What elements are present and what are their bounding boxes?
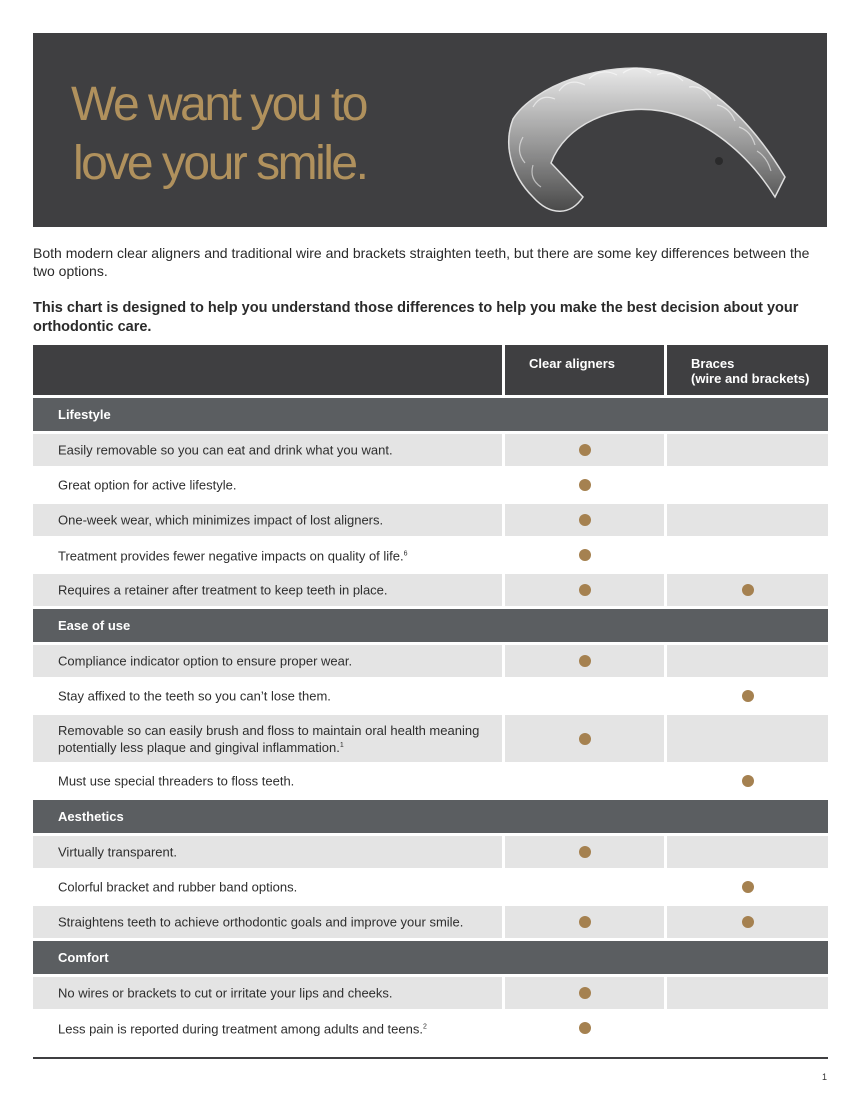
header-blank-cell: [33, 345, 502, 395]
feature-cell: [33, 906, 502, 938]
clear-aligners-cell: [505, 539, 664, 571]
check-dot-icon: [742, 916, 754, 928]
feature-label: [58, 915, 494, 930]
check-dot-icon: [579, 549, 591, 561]
feature-text: Removable so can easily brush and floss to maintain oral health meaning potentially less plaque and gingival inflammation.: [58, 722, 480, 755]
check-dot-icon: [579, 846, 591, 858]
feature-cell: [33, 469, 502, 501]
section-title: Comfort: [58, 950, 109, 965]
braces-cell: [667, 680, 828, 712]
feature-text: Less pain is reported during treatment among adults and teens.: [58, 1021, 423, 1037]
clear-aligners-cell: [505, 434, 664, 466]
clear-aligners-cell: [505, 680, 664, 712]
braces-cell: [667, 434, 828, 466]
check-dot-icon: [742, 775, 754, 787]
feature-text: Great option for active lifestyle.: [58, 477, 237, 493]
section-header: [33, 800, 828, 833]
feature-cell: [33, 434, 502, 466]
braces-cell: [667, 871, 828, 903]
table-row: [33, 469, 828, 501]
headline-line-2: love your smile.: [73, 137, 367, 190]
braces-cell: [667, 645, 828, 677]
intro-paragraph: Both modern clear aligners and traditional wire and brackets straighten teeth, but there are some key differences between the two options.: [33, 245, 810, 279]
header-braces: [667, 345, 828, 395]
feature-cell: [33, 977, 502, 1009]
check-dot-icon: [742, 584, 754, 596]
feature-cell: [33, 645, 502, 677]
feature-label: [58, 583, 494, 598]
footnote-marker: 6: [403, 550, 408, 558]
clear-aligners-cell: [505, 765, 664, 797]
braces-cell: [667, 765, 828, 797]
feature-label: [58, 722, 494, 754]
clear-aligners-cell: [505, 574, 664, 606]
feature-label: [58, 845, 494, 860]
braces-cell: [667, 504, 828, 536]
braces-cell: [667, 574, 828, 606]
check-dot-icon: [579, 916, 591, 928]
column-label-clear-aligners: Clear aligners: [529, 356, 615, 371]
footnote-marker: 2: [422, 1023, 427, 1031]
table-row: [33, 574, 828, 606]
braces-cell: [667, 906, 828, 938]
clear-aligners-cell: [505, 645, 664, 677]
table-row: [33, 871, 828, 903]
feature-label: [58, 986, 494, 1001]
clear-aligners-cell: [505, 906, 664, 938]
section-header: [33, 941, 828, 974]
braces-cell: [667, 977, 828, 1009]
feature-text: Treatment provides fewer negative impacts on quality of life.: [58, 548, 404, 564]
braces-cell: [667, 836, 828, 868]
braces-cell: [667, 469, 828, 501]
headline-line-1: We want you to: [71, 78, 366, 131]
feature-label: [58, 1019, 494, 1036]
feature-text: Must use special threaders to floss teeth.: [58, 773, 295, 789]
clear-aligners-cell: [505, 715, 664, 762]
header-clear-aligners: [505, 345, 664, 395]
feature-label: [58, 443, 494, 458]
clear-aligners-cell: [505, 977, 664, 1009]
feature-cell: [33, 1012, 502, 1044]
check-dot-icon: [579, 444, 591, 456]
feature-text: Straightens teeth to achieve orthodontic goals and improve your smile.: [58, 914, 464, 930]
feature-label: [58, 478, 494, 493]
table-row: [33, 906, 828, 938]
clear-aligners-cell: [505, 469, 664, 501]
feature-text: Easily removable so you can eat and drink what you want.: [58, 442, 393, 458]
braces-cell: [667, 539, 828, 571]
section-title: Lifestyle: [58, 407, 111, 422]
table-row: [33, 1012, 828, 1044]
table-row: [33, 645, 828, 677]
table-row: [33, 977, 828, 1009]
feature-text: One-week wear, which minimizes impact of lost aligners.: [58, 512, 384, 528]
check-dot-icon: [579, 514, 591, 526]
section-header: [33, 609, 828, 642]
lead-paragraph: This chart is designed to help you understand those differences to help you make the best decision about your orthodontic care.: [33, 300, 799, 335]
feature-text: Compliance indicator option to ensure proper wear.: [58, 653, 353, 669]
feature-cell: [33, 871, 502, 903]
section-header: [33, 398, 828, 431]
feature-label: [58, 689, 494, 704]
table-row: [33, 715, 828, 762]
check-dot-icon: [579, 987, 591, 999]
column-label-braces: Braces (wire and brackets): [691, 356, 810, 386]
check-dot-icon: [579, 733, 591, 745]
footnote-marker: 1: [339, 741, 344, 749]
section-title: Ease of use: [58, 618, 131, 633]
feature-text: Colorful bracket and rubber band options.: [58, 879, 298, 895]
feature-label: [58, 654, 494, 669]
feature-label: [58, 546, 494, 563]
check-dot-icon: [579, 655, 591, 667]
clear-aligner-image: [493, 47, 793, 225]
feature-cell: [33, 504, 502, 536]
table-row: [33, 680, 828, 712]
feature-label: [58, 880, 494, 895]
table-row: [33, 539, 828, 571]
table-row: [33, 836, 828, 868]
feature-cell: [33, 836, 502, 868]
feature-cell: [33, 539, 502, 571]
table-row: [33, 765, 828, 797]
feature-cell: [33, 715, 502, 762]
section-title: Aesthetics: [58, 809, 124, 824]
feature-text: Stay affixed to the teeth so you can’t lose them.: [58, 688, 331, 704]
clear-aligners-cell: [505, 504, 664, 536]
check-dot-icon: [579, 584, 591, 596]
feature-cell: [33, 680, 502, 712]
braces-cell: [667, 715, 828, 762]
feature-cell: [33, 765, 502, 797]
braces-cell: [667, 1012, 828, 1044]
feature-text: Virtually transparent.: [58, 844, 177, 860]
clear-aligners-cell: [505, 1012, 664, 1044]
feature-text: Requires a retainer after treatment to keep teeth in place.: [58, 582, 388, 598]
table-row: [33, 434, 828, 466]
check-dot-icon: [742, 881, 754, 893]
clear-aligners-cell: [505, 836, 664, 868]
check-dot-icon: [579, 1022, 591, 1034]
footer-rule: [33, 1057, 828, 1059]
page-number: 1: [822, 1072, 828, 1082]
check-dot-icon: [742, 690, 754, 702]
feature-label: [58, 774, 494, 789]
clear-aligners-cell: [505, 871, 664, 903]
hero-banner: [33, 33, 827, 227]
feature-label: [58, 513, 494, 528]
table-row: [33, 504, 828, 536]
feature-cell: [33, 574, 502, 606]
feature-text: No wires or brackets to cut or irritate your lips and cheeks.: [58, 985, 393, 1001]
check-dot-icon: [579, 479, 591, 491]
